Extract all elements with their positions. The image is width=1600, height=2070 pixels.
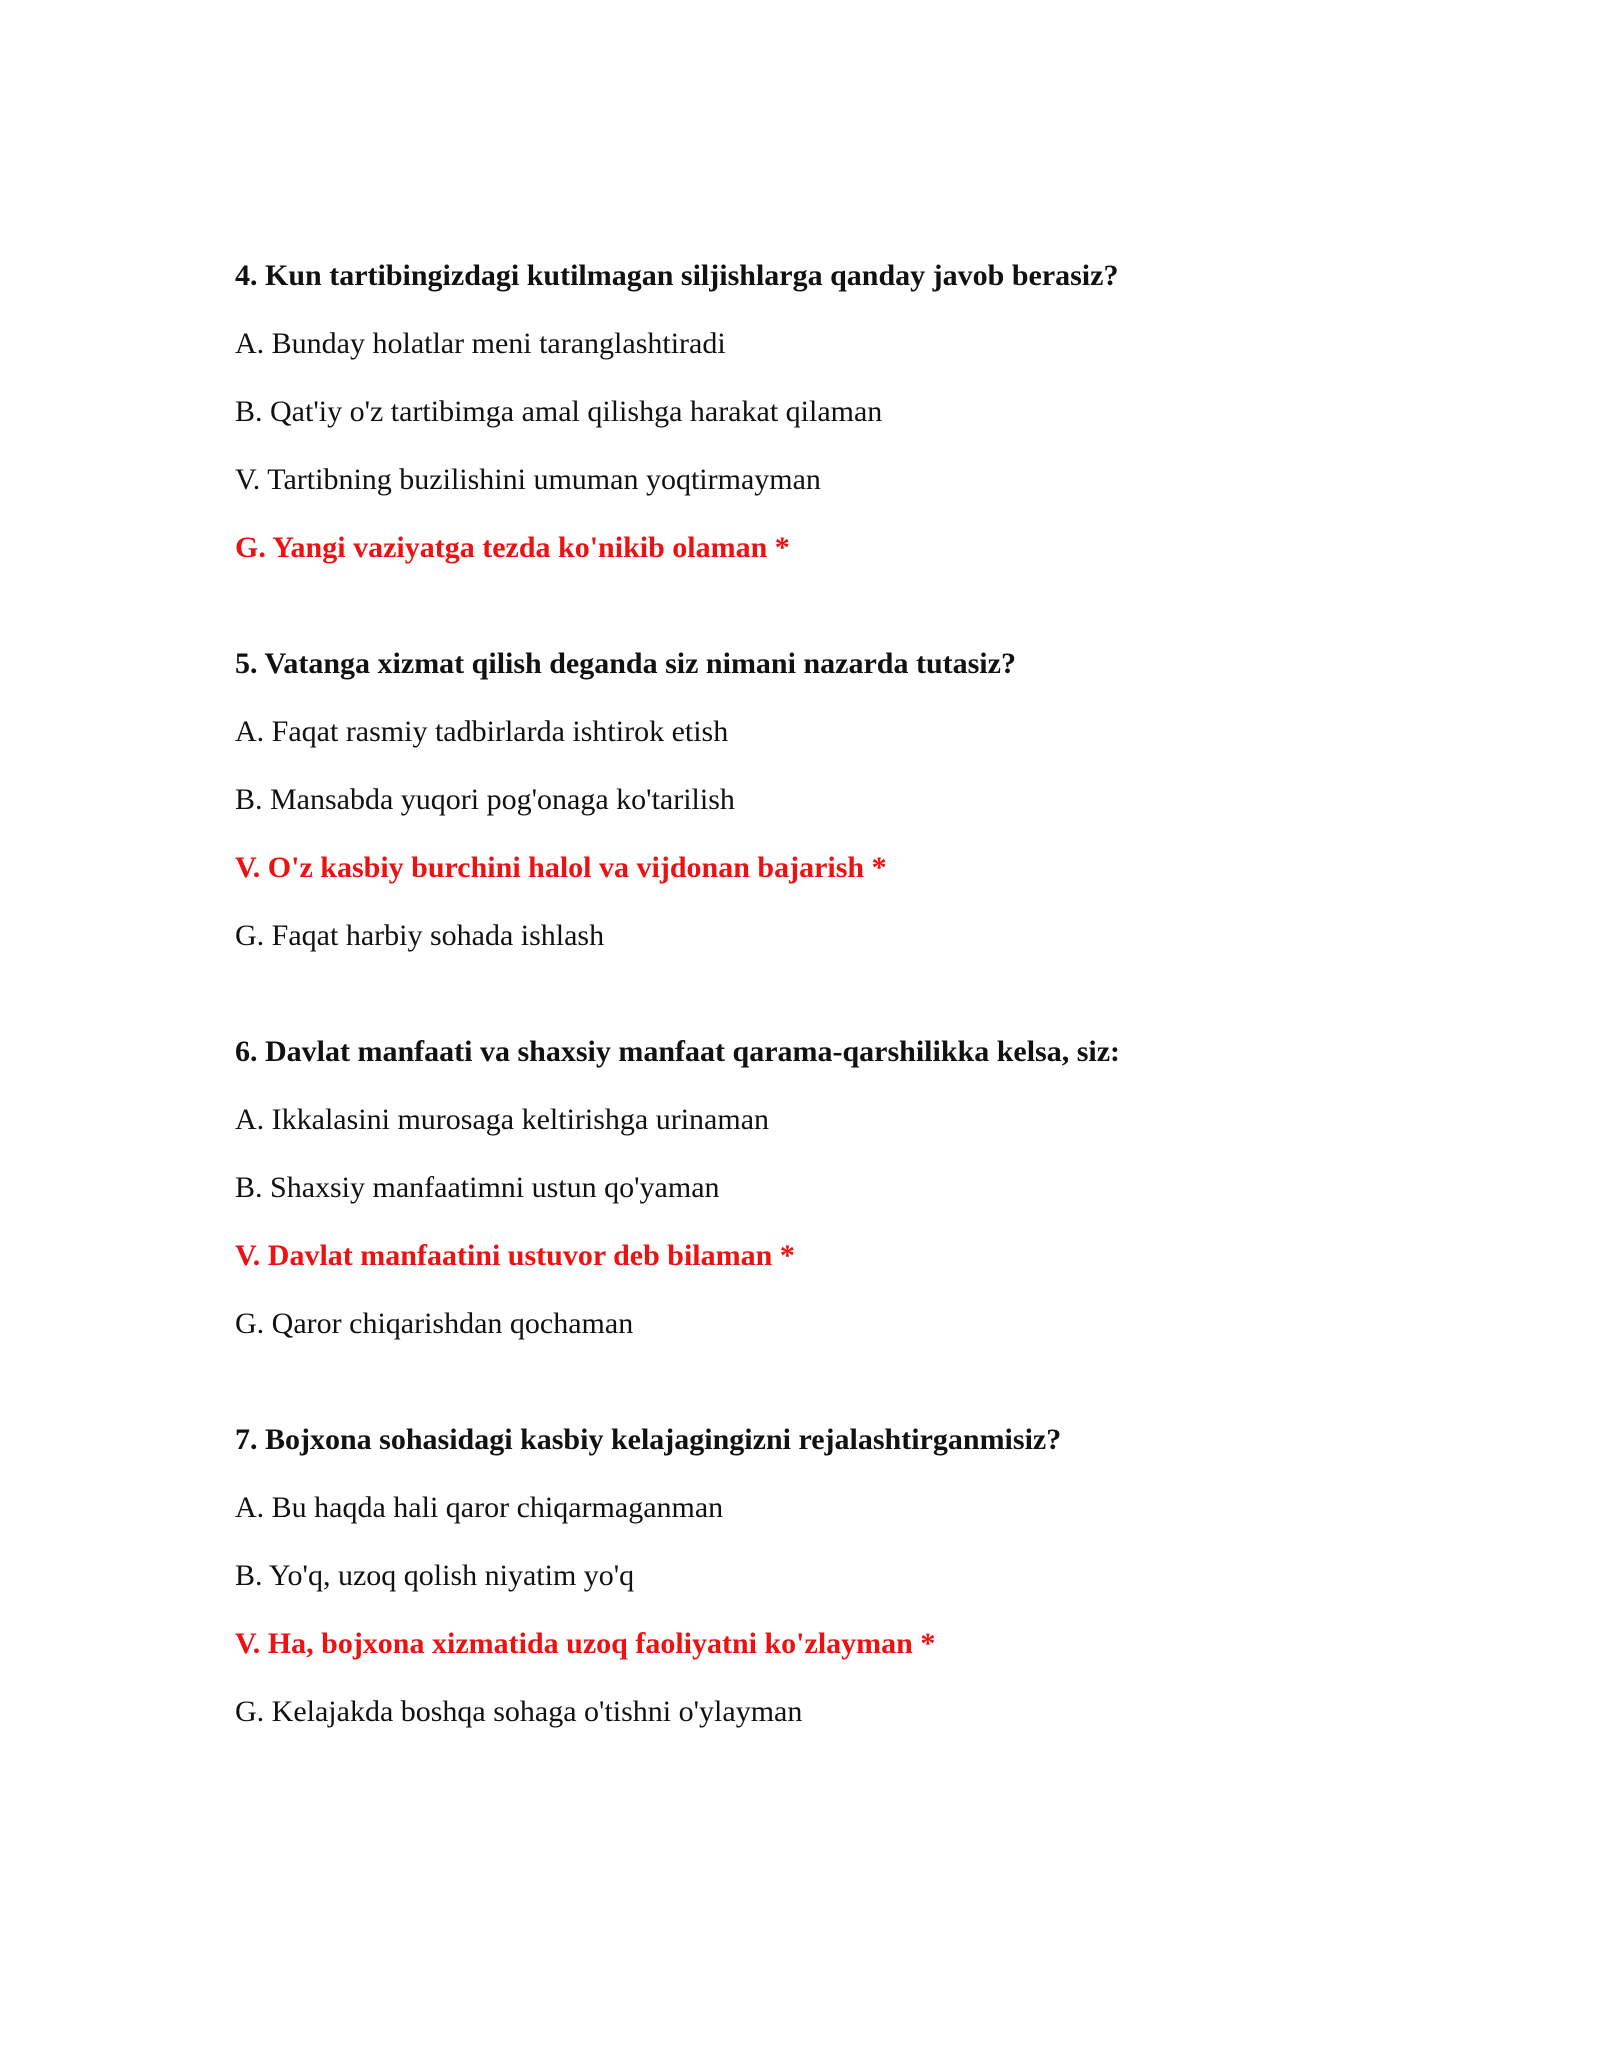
questionnaire	[235, 252, 1435, 1804]
option-b: B. Qat'iy o'z tartibimga amal qilishga harakat qilaman	[235, 395, 883, 428]
option-a: A. Ikkalasini murosaga keltirishga urinaman	[235, 1103, 770, 1136]
option-a: A. Faqat rasmiy tadbirlarda ishtirok etish	[235, 715, 729, 748]
question-title: 4. Kun tartibingizdagi kutilmagan siljishlarga qanday javob berasiz?	[235, 259, 1119, 292]
question-title: 6. Davlat manfaati va shaxsiy manfaat qarama-qarshilikka kelsa, siz:	[235, 1035, 1121, 1068]
option-v: V. O'z kasbiy burchini halol va vijdonan bajarish *	[235, 851, 887, 884]
option-v: V. Davlat manfaatini ustuvor deb bilaman *	[235, 1239, 795, 1272]
option-g: G. Kelajakda boshqa sohaga o'tishni o'ylayman	[235, 1695, 803, 1728]
question-title: 5. Vatanga xizmat qilish deganda siz nimani nazarda tutasiz?	[235, 647, 1016, 680]
option-b: B. Mansabda yuqori pog'onaga ko'tarilish	[235, 783, 735, 816]
option-b: B. Shaxsiy manfaatimni ustun qo'yaman	[235, 1171, 720, 1204]
option-g: G. Faqat harbiy sohada ishlash	[235, 919, 605, 952]
question-6	[235, 1028, 1435, 1348]
question-4	[235, 252, 1435, 572]
option-b: B. Yo'q, uzoq qolish niyatim yo'q	[235, 1559, 635, 1592]
option-g: G. Yangi vaziyatga tezda ko'nikib olaman *	[235, 531, 790, 564]
option-v: V. Ha, bojxona xizmatida uzoq faoliyatni ko'zlayman *	[235, 1627, 936, 1660]
question-5	[235, 640, 1435, 960]
question-title: 7. Bojxona sohasidagi kasbiy kelajagingizni rejalashtirganmisiz?	[235, 1423, 1062, 1456]
option-v: V. Tartibning buzilishini umuman yoqtirmayman	[235, 463, 821, 496]
question-7	[235, 1416, 1435, 1736]
option-a: A. Bu haqda hali qaror chiqarmaganman	[235, 1491, 724, 1524]
option-a: A. Bunday holatlar meni taranglashtiradi	[235, 327, 726, 360]
option-g: G. Qaror chiqarishdan qochaman	[235, 1307, 634, 1340]
